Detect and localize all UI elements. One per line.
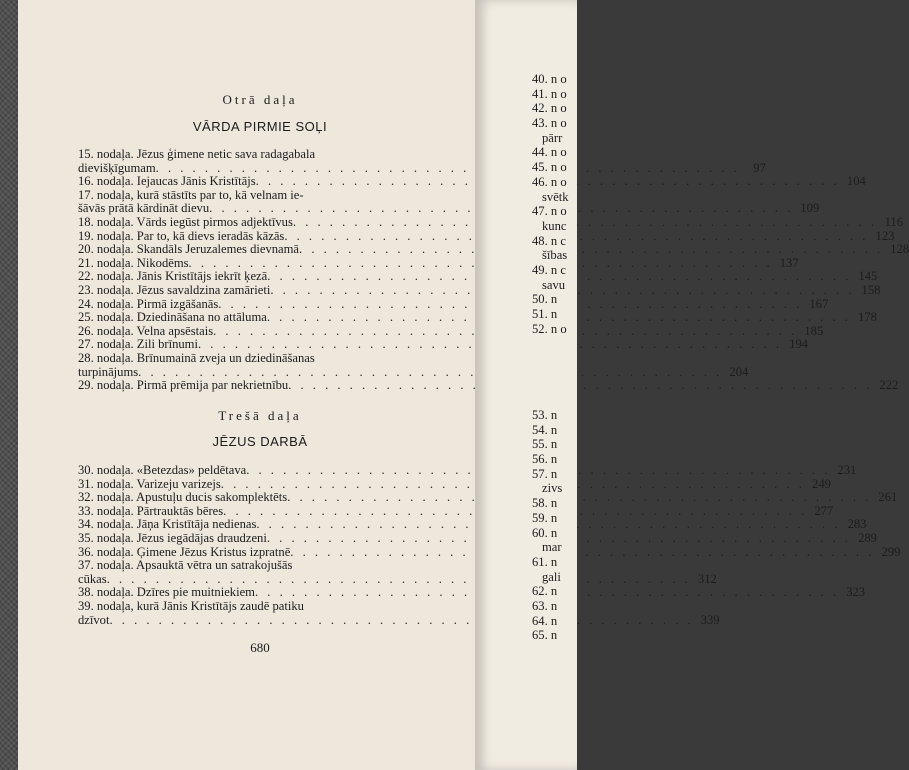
- right-page-line: savu: [542, 277, 566, 292]
- right-page-line: 47. n o: [532, 204, 567, 219]
- toc-entry-page: 277: [814, 503, 834, 518]
- right-page-line: 63. n: [532, 598, 558, 613]
- toc-entry-text: 20. nodaļa. Skandāls Jeruzalemes dievnamā: [78, 242, 300, 257]
- toc-entry-page: 137: [779, 255, 799, 270]
- toc-entry-page: 299: [881, 544, 901, 559]
- toc-entry-text: 21. nodaļa. Nikodēms: [78, 255, 189, 270]
- right-page-line: mar: [542, 540, 562, 555]
- toc-entry-page: 167: [809, 296, 829, 311]
- toc-entry-text: šāvās prātā kārdināt dievu: [78, 201, 210, 216]
- right-page-line: 49. n c: [532, 262, 566, 277]
- part3-label: Trešā daļa: [218, 408, 302, 423]
- toc-entry-page: 97: [753, 160, 766, 175]
- toc-entry-page: 339: [700, 612, 720, 627]
- toc-entry-text: 16. nodaļa. Iejaucas Jānis Kristītājs: [78, 174, 256, 189]
- right-page-line: 46. n o: [532, 174, 567, 189]
- right-page-line: 55. n: [532, 437, 558, 452]
- leader-dots: [287, 491, 871, 505]
- right-page-line: 52. n o: [532, 321, 567, 336]
- toc-entry-page: 289: [858, 530, 877, 545]
- right-page-line: gali: [542, 569, 561, 584]
- right-page-bottom-list: [532, 408, 562, 643]
- leader-dots: [288, 379, 872, 393]
- right-page-line: svētk: [542, 189, 569, 204]
- toc-entry-page: 194: [789, 337, 809, 352]
- toc-entry-text: dievišķīgumam: [78, 160, 156, 175]
- right-page-line: šības: [542, 248, 568, 263]
- toc-entry-page: 323: [846, 585, 866, 600]
- toc-entry-page: 128: [890, 242, 909, 257]
- toc-entry-text: 18. nodaļa. Vārds iegūst pirmos adjektīvus: [78, 214, 293, 229]
- right-page-line: 48. n c: [532, 233, 566, 248]
- right-page-line: 65. n: [532, 628, 558, 643]
- toc-entry-page: 123: [875, 228, 895, 243]
- right-page-line: 53. n: [532, 408, 558, 422]
- toc-entry-page: 222: [879, 378, 899, 393]
- toc-entry-page: 204: [729, 364, 749, 379]
- toc-entry-text: 31. nodaļa. Varizeju varizejs: [78, 476, 221, 491]
- leader-dots: [109, 614, 693, 628]
- toc-entry: [78, 378, 899, 393]
- toc-entry-page: 178: [858, 310, 877, 325]
- toc-entry-text: 32. nodaļa. Apustuļu ducis sakomplektēts: [78, 490, 288, 505]
- toc-entry-page: 104: [846, 174, 866, 189]
- leader-dots: [138, 366, 722, 380]
- toc-entry-text: 29. nodaļa. Pirmā prēmija par nekrietnību: [78, 378, 289, 393]
- toc-entry-text: 23. nodaļa. Jēzus savaldzina zamārieti: [78, 282, 271, 297]
- toc-entry-page: 261: [878, 490, 898, 505]
- leader-dots: [156, 162, 740, 176]
- toc-entry-text: 26. nodaļa. Velna apsēstais: [78, 323, 214, 338]
- toc-entry-text: 27. nodaļa. Zili brīnumi: [78, 337, 198, 352]
- toc-entry-text: 35. nodaļa. Jēzus iegādājas draudzeni: [78, 530, 267, 545]
- toc-entry-text: 22. nodaļa. Jānis Kristītājs iekrīt ķezā: [78, 269, 268, 284]
- toc-entry-text: 36. nodaļa. Ģimene Jēzus Kristus izpratnē: [78, 544, 291, 559]
- toc-entry-text: 17. nodaļa, kurā stāstīts par to, kā velnam ie-: [78, 187, 304, 202]
- right-page-top-list: [532, 72, 569, 336]
- toc-entry-text: 30. nodaļa. «Betezdas» peldētava: [78, 463, 247, 477]
- toc-entry-page: 145: [858, 269, 878, 284]
- toc-entry-text: 34. nodaļa. Jāņa Kristītāja nedienas: [78, 517, 257, 532]
- right-page-line: 40. n o: [532, 72, 567, 86]
- right-page-line: 51. n: [532, 307, 558, 321]
- toc-entry-page: 249: [812, 476, 831, 491]
- leader-dots: [293, 216, 877, 230]
- toc-entry-text: dzīvot: [78, 612, 110, 627]
- toc-entry-text: turpinājums: [78, 364, 139, 379]
- right-page-line: 57. n: [532, 466, 558, 481]
- toc-entry: [78, 350, 749, 379]
- right-page-line: 56. n: [532, 452, 558, 467]
- right-page-line: 50. n: [532, 292, 558, 307]
- right-page-line: 60. n: [532, 525, 558, 540]
- toc-entry-text: cūkas: [78, 571, 107, 586]
- right-page-line: kunc: [542, 218, 567, 233]
- right-page-line: 42. n o: [532, 101, 567, 116]
- right-page-line: 41. n o: [532, 86, 567, 101]
- right-page-line: 54. n: [532, 422, 558, 437]
- right-page-line: 59. n: [532, 510, 558, 525]
- leader-dots: [107, 573, 691, 587]
- toc-entry-text: 25. nodaļa. Dziedināšana no attāluma: [78, 310, 267, 325]
- leader-dots: [290, 546, 874, 560]
- page-number: 680: [250, 640, 270, 655]
- toc-entry-page: 283: [847, 517, 867, 532]
- toc-entry-text: 24. nodaļa. Pirmā izgāšanās: [78, 296, 219, 311]
- toc-entry: [78, 337, 809, 352]
- toc-entry-text: 15. nodaļa. Jēzus ģimene netic sava radagabala: [78, 147, 316, 161]
- right-page-line: 61. n: [532, 554, 558, 569]
- toc-entry-page: 231: [837, 463, 857, 477]
- toc-entry-text: 33. nodaļa. Pārtrauktās bēres: [78, 503, 224, 518]
- right-page-line: 58. n: [532, 496, 558, 511]
- toc-entry-page: 312: [697, 571, 717, 586]
- toc-entry-page: 185: [804, 323, 824, 338]
- toc-entry-text: 39. nodaļa, kurā Jānis Kristītājs zaudē patiku: [78, 598, 304, 613]
- toc-entry-text: 38. nodaļa. Dzīres pie muitniekiem: [78, 585, 255, 600]
- right-page-line: 45. n o: [532, 160, 567, 175]
- right-page-line: zivs: [542, 481, 563, 496]
- toc-entry-page: 109: [800, 201, 820, 216]
- leader-dots: [299, 243, 883, 257]
- right-page-line: 62. n: [532, 584, 558, 599]
- toc-entry-text: 19. nodaļa. Par to, kā dievs ieradās kāzās: [78, 228, 285, 243]
- right-page-line: 43. n o: [532, 116, 567, 131]
- right-page-line: pārr: [542, 130, 563, 145]
- part2-label: Otrā daļa: [222, 92, 298, 107]
- toc-entry-page: 158: [861, 282, 881, 297]
- part2-title: VĀRDA PIRMIE SOĻI: [192, 119, 328, 134]
- part3-title: JĒZUS DARBĀ: [212, 434, 308, 449]
- toc-entry-page: 116: [884, 214, 903, 229]
- toc-entry-text: 28. nodaļa. Brīnumainā zveja un dziedināšanas: [78, 350, 315, 365]
- right-page-line: 44. n o: [532, 145, 567, 160]
- right-page-line: 64. n: [532, 613, 558, 628]
- toc-entry-text: 37. nodaļa. Apsauktā vētra un satrakojušās: [78, 558, 293, 573]
